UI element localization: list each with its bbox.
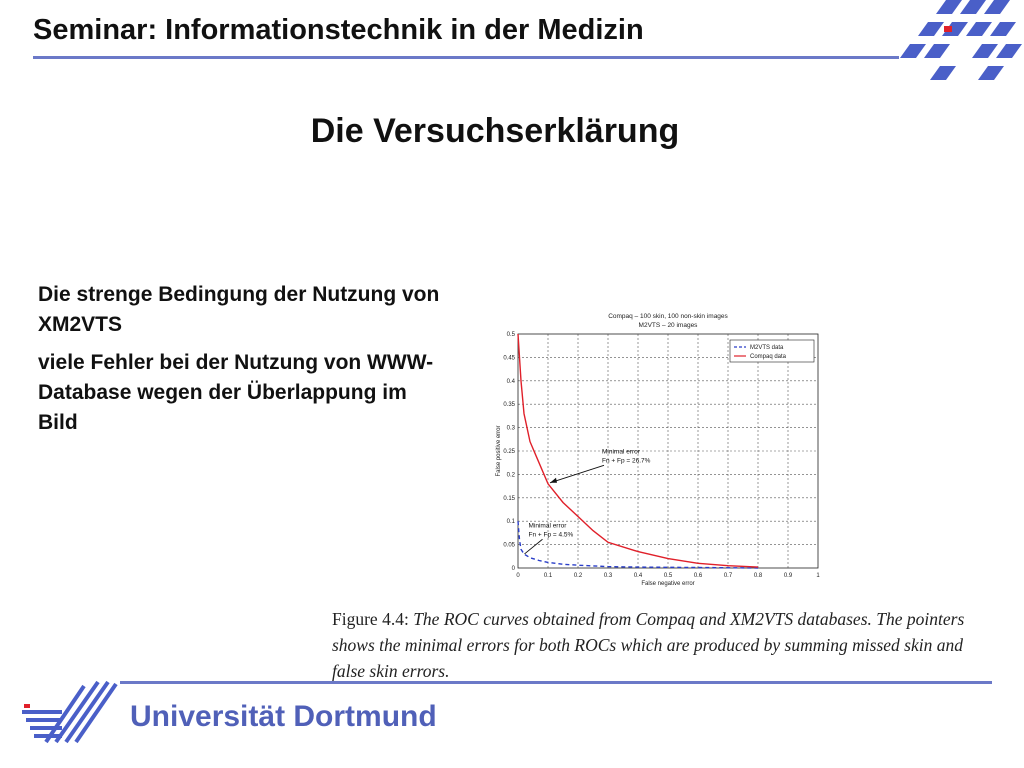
annotation-label: Minimal error — [602, 448, 640, 456]
y-tick-label: 0 — [511, 566, 515, 572]
x-tick-label: 0.7 — [723, 573, 733, 579]
y-tick-label: 0.1 — [506, 519, 515, 526]
header-divider — [33, 56, 899, 59]
x-tick-label: 0.6 — [693, 573, 703, 579]
university-logo-small-icon — [20, 680, 120, 744]
roc-chart — [492, 306, 832, 588]
university-name: Universität Dortmund — [130, 700, 437, 733]
y-tick-label: 0.15 — [503, 495, 515, 502]
header-title: Seminar: Informationstechnik in der Medizin — [33, 14, 644, 46]
bullet-item: Die strenge Bedingung der Nutzung von XM2VTS — [38, 283, 440, 336]
y-tick-label: 0.25 — [503, 449, 515, 455]
x-tick-label: 0.9 — [783, 573, 793, 579]
legend-label: M2VTS data — [750, 345, 784, 351]
x-tick-label: 0.8 — [753, 573, 763, 579]
annotation-label: Minimal error — [528, 522, 567, 530]
chart-title: Compaq – 100 skin, 100 non-skin images — [608, 313, 728, 320]
y-tick-label: 0.05 — [503, 542, 515, 549]
legend-label: Compaq data — [750, 354, 787, 360]
y-tick-label: 0.2 — [506, 472, 515, 479]
figure-caption — [332, 606, 992, 684]
annotation-label: Fn + Fp = 4.5% — [528, 531, 574, 539]
x-tick-label: 0.4 — [633, 573, 643, 579]
chart-subtitle: M2VTS – 20 images — [638, 322, 698, 329]
university-logo-icon — [896, 0, 1024, 96]
figure-caption-label: Figure 4.4: — [332, 609, 409, 629]
y-tick-label: 0.3 — [506, 425, 515, 432]
bullet-list — [38, 280, 448, 446]
x-tick-label: 1 — [816, 573, 820, 579]
x-tick-label: 0.2 — [573, 573, 583, 579]
x-tick-label: 0.1 — [543, 573, 553, 579]
x-tick-label: 0.5 — [663, 573, 673, 579]
x-tick-label: 0 — [516, 573, 520, 579]
footer-divider — [120, 681, 992, 684]
annotation-label: Fn + Fp = 26.7% — [602, 457, 651, 465]
y-axis-label: False positive error — [496, 425, 502, 477]
bullet-item: viele Fehler bei der Nutzung von WWW-Database wegen der Überlappung im Bild — [38, 351, 434, 434]
y-tick-label: 0.35 — [503, 402, 515, 409]
y-tick-label: 0.4 — [506, 378, 515, 385]
y-tick-label: 0.45 — [503, 355, 515, 362]
x-tick-label: 0.3 — [603, 573, 613, 579]
x-axis-label: False negative error — [641, 581, 695, 587]
y-tick-label: 0.5 — [506, 332, 515, 338]
figure-caption-text: The ROC curves obtained from Compaq and XM2VTS databases. The pointers shows the minimal errors for both ROCs which are produced by summing missed skin and false skin errors. — [332, 609, 965, 681]
slide-title: Die Versuchserklärung — [310, 112, 680, 150]
